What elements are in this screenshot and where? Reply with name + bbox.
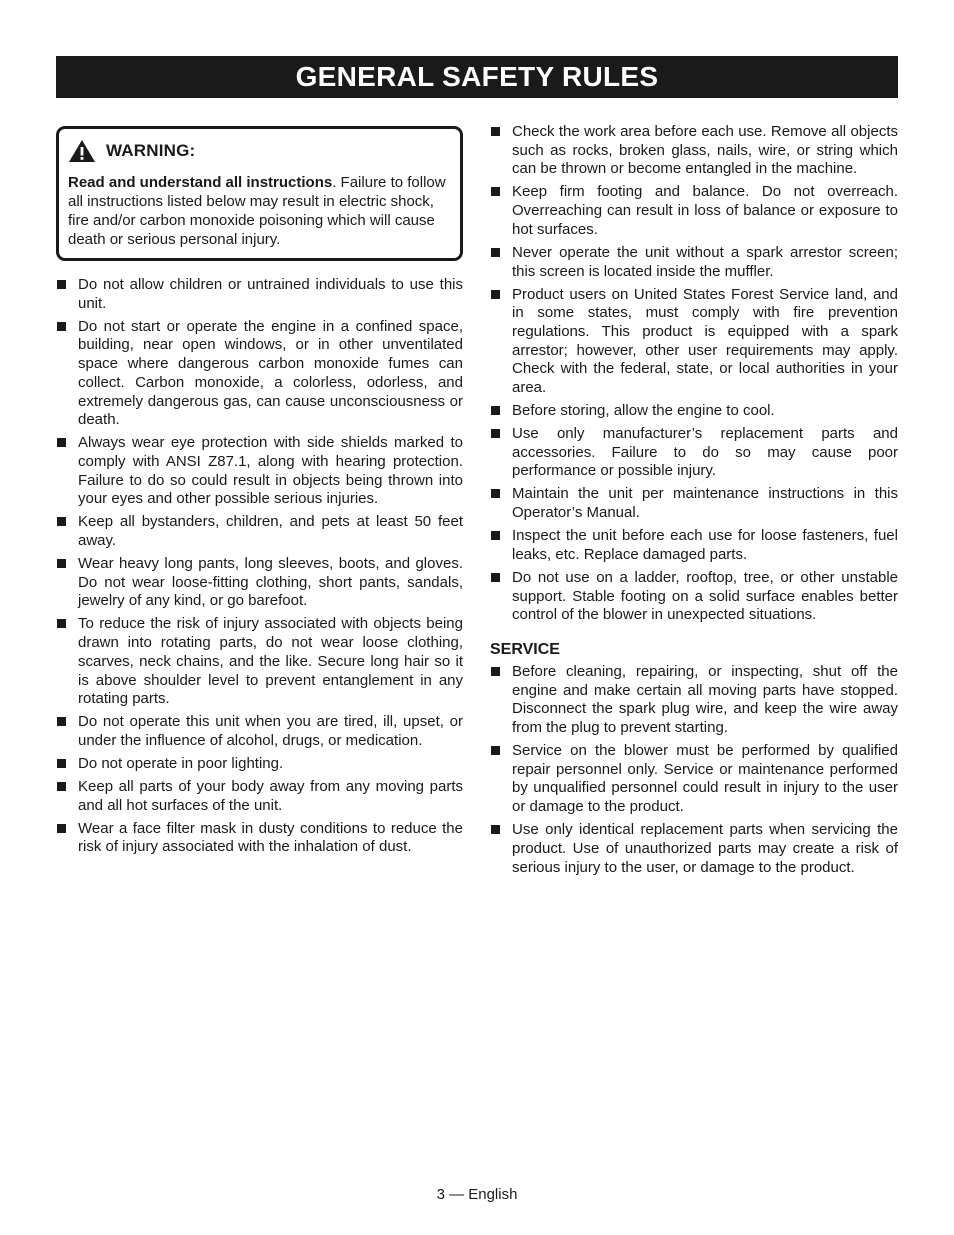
square-bullet-icon (491, 531, 500, 540)
warning-bold-text: Read and understand all instructions (68, 174, 333, 191)
square-bullet-icon (57, 717, 66, 726)
list-item (490, 425, 898, 481)
service-heading: SERVICE (490, 640, 560, 658)
list-item-text: Wear heavy long pants, long sleeves, boots, and gloves. Do not wear loose-fitting clothing, short pants, sandals, jewelry of any kind, or go barefoot. (78, 555, 463, 610)
list-item-text: Do not start or operate the engine in a confined space, building, near open windows, or in other unventilated space where dangerous carbon monoxide fumes can collect. Carbon monoxide, a colorless, odorless, and extremely dangerous gas, can cause unconsciousness or death. (78, 317, 463, 429)
list-item (490, 742, 898, 817)
list-item (490, 286, 898, 398)
square-bullet-icon (491, 290, 500, 299)
warning-box (56, 126, 463, 261)
list-item (490, 123, 898, 179)
list-item-text: Before storing, allow the engine to cool. (512, 402, 775, 420)
list-item (490, 569, 898, 625)
list-item-text: Keep all parts of your body away from any moving parts and all hot surfaces of the unit. (78, 777, 463, 814)
warning-text (68, 173, 451, 249)
page-footer: 3 — English (436, 1186, 518, 1203)
square-bullet-icon (57, 280, 66, 289)
square-bullet-icon (491, 429, 500, 438)
list-item-text: Keep all bystanders, children, and pets at least 50 feet away. (78, 513, 463, 550)
list-item (56, 276, 463, 313)
list-item-text: Wear a face filter mask in dusty conditions to reduce the risk of injury associated with the inhalation of dust. (78, 819, 463, 856)
list-item-text: Product users on United States Forest Service land, and in some states, must comply with fire prevention regulations. This product is equipped with a spark arrestor; however, other user requirements may apply. Check with the federal, state, or local authorities in your area. (512, 285, 898, 397)
service-bullet-list (490, 663, 898, 877)
list-item (56, 713, 463, 750)
list-item (56, 755, 463, 774)
list-item (490, 402, 898, 421)
list-item-text: Do not operate in poor lighting. (78, 754, 284, 772)
square-bullet-icon (491, 248, 500, 257)
list-item-text: Always wear eye protection with side shields marked to comply with ANSI Z87.1, along with hearing protection. Failure to do so could result in objects being thrown into your eyes and other possible serious injuries. (78, 434, 463, 508)
list-item (490, 183, 898, 239)
right-bullet-list (490, 123, 898, 625)
list-item (56, 318, 463, 430)
list-item (490, 821, 898, 877)
list-item-text: Never operate the unit without a spark arrestor screen; this screen is located inside the muffler. (512, 243, 898, 280)
left-bullet-list (56, 276, 463, 857)
list-item (490, 244, 898, 281)
list-item (56, 434, 463, 509)
list-item-text: Check the work area before each use. Remove all objects such as rocks, broken glass, nails, wire, or string which can be thrown or become entangled in the machine. (512, 123, 898, 178)
square-bullet-icon (57, 517, 66, 526)
square-bullet-icon (491, 746, 500, 755)
list-item-text: Do not use on a ladder, rooftop, tree, or other unstable support. Stable footing on a solid surface enables better control of the blower in unexpected situations. (512, 568, 898, 624)
list-item-text: Use only manufacturer’s replacement parts and accessories. Failure to do so may cause poor performance or possible injury. (512, 425, 898, 480)
square-bullet-icon (57, 438, 66, 447)
list-item-text: Use only identical replacement parts when servicing the product. Use of unauthorized parts may create a risk of serious injury to the user, or damage to the product. (512, 821, 898, 876)
list-item-text: Do not allow children or untrained individuals to use this unit. (78, 276, 463, 312)
list-item-text: To reduce the risk of injury associated with objects being drawn into rotating parts, do not wear loose clothing, scarves, neck chains, and the like. Secure long hair so it is above shoulder level to prevent entanglement in any rotating parts. (78, 615, 463, 708)
warning-header (68, 139, 451, 163)
list-item-text: Keep firm footing and balance. Do not overreach. Overreaching can result in loss of balance or exposure to hot surfaces. (512, 183, 898, 238)
list-item (56, 820, 463, 857)
warning-triangle-icon (68, 139, 96, 163)
list-item-text: Inspect the unit before each use for loose fasteners, fuel leaks, etc. Replace damaged parts. (512, 527, 898, 563)
list-item (56, 513, 463, 550)
list-item-text: Maintain the unit per maintenance instructions in this Operator’s Manual. (512, 485, 898, 522)
list-item (490, 485, 898, 522)
list-item-text: Service on the blower must be performed by qualified repair personnel only. Service or maintenance performed by unqualified personnel could result in injury to the user or damage to the product. (512, 742, 898, 816)
list-item-text: Before cleaning, repairing, or inspecting, shut off the engine and make certain all moving parts have stopped. Disconnect the spark plug wire, and keep the wire away from the plug to prevent starting. (512, 662, 898, 737)
warning-body-text: . Failure to follow all instructions listed below may result in electric shock, fire and/or carbon monoxide poisoning which will cause death or serious personal injury. (68, 174, 446, 248)
list-item-text: Do not operate this unit when you are tired, ill, upset, or under the influence of alcohol, drugs, or medication. (78, 713, 463, 749)
square-bullet-icon (491, 406, 500, 415)
list-item (490, 663, 898, 738)
page-title: GENERAL SAFETY RULES (56, 56, 898, 98)
square-bullet-icon (491, 667, 500, 676)
square-bullet-icon (57, 782, 66, 791)
square-bullet-icon (491, 825, 500, 834)
square-bullet-icon (491, 187, 500, 196)
list-item (56, 615, 463, 709)
list-item (56, 778, 463, 815)
square-bullet-icon (57, 759, 66, 768)
list-item (56, 555, 463, 611)
list-item (490, 527, 898, 564)
square-bullet-icon (491, 573, 500, 582)
square-bullet-icon (57, 559, 66, 568)
square-bullet-icon (57, 619, 66, 628)
right-column (490, 123, 898, 882)
square-bullet-icon (57, 824, 66, 833)
square-bullet-icon (491, 489, 500, 498)
warning-title: WARNING: (106, 141, 196, 160)
left-column (56, 126, 463, 861)
square-bullet-icon (57, 322, 66, 331)
square-bullet-icon (491, 127, 500, 136)
